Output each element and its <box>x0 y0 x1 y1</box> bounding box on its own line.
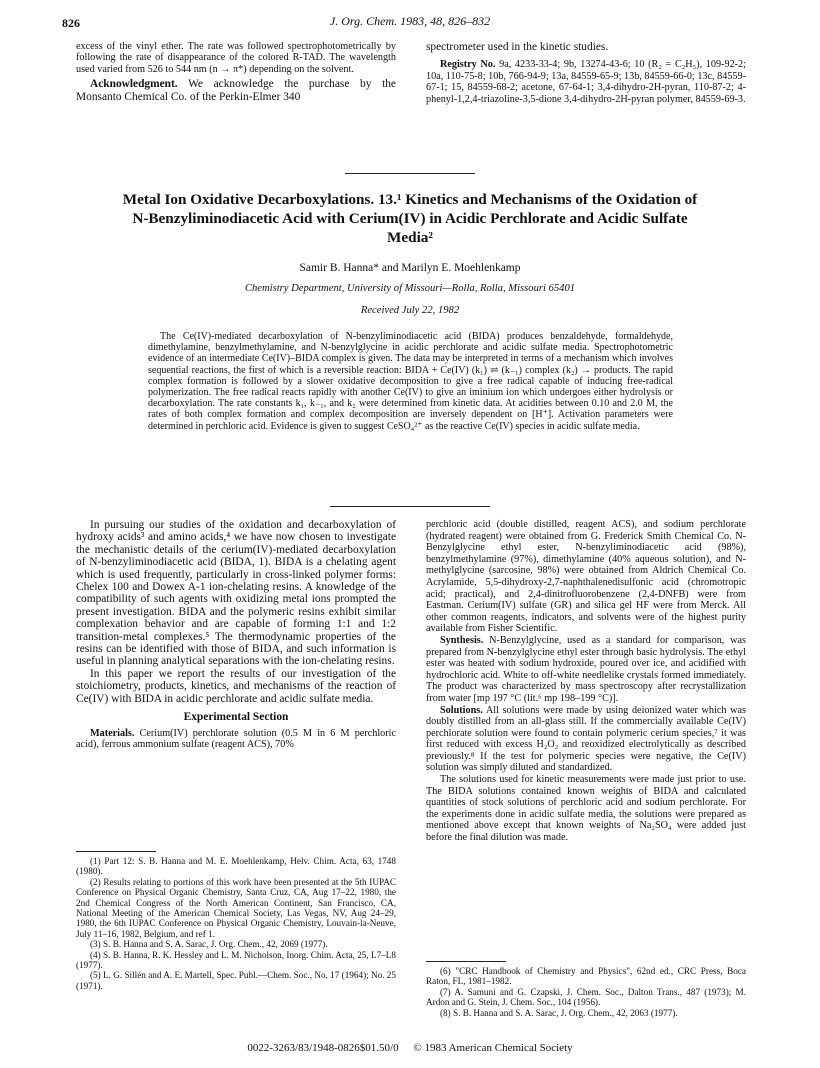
registry-label: Registry No. <box>440 59 496 71</box>
abstract: The Ce(IV)-mediated decarboxylation of N-benzyliminodiacetic acid (BIDA) produces benzaldehyde, formaldehyde, dimethylamine, benzylmethylamine, and N-benzylglycine in acidic perchlorate and acidic sulfate media. Spectrophotometric evidence of an intermediate Ce(IV)–BIDA complex is given. The data may be interpreted in terms of a mechanism which involves sequential reactions, the first of which is a reversible reaction: BIDA + Ce(IV) (k₁) ⇌ (k₋₁) complex (k₂) → products. The rapid complex formation is followed by a slower oxidative decomposition to give a free radical capable of inducing free-radical polymerization. The free radical reacts rapidly with another Ce(IV) to give an iminium ion which undergoes either hydrolysis or decarboxylation. The rate constants k₁, k₋₁, and k₂ were determined from kinetic data. At acidities between 0.10 and 2.0 M, the rates of both complex formation and complex decomposition are inversely dependent on [H⁺]. Activation parameters were determined in perchloric acid. Evidence is given to suggest CeSO₄²⁺ as the reactive Ce(IV) species in acidic sulfate media. <box>148 331 673 432</box>
copyright: © 1983 American Chemical Society <box>413 1042 573 1054</box>
received-date: Received July 22, 1982 <box>360 305 460 316</box>
article-code: 0022-3263/83/1948-0826$01.50/0 <box>247 1042 399 1054</box>
materials-text: Cerium(IV) perchlorate solution (0.5 M in 6 M perchloric acid), ferrous ammonium sulfate (reagent ACS), 70% <box>76 727 396 750</box>
footnote-3: (3) S. B. Hanna and S. A. Sarac, J. Org. Chem., 42, 2069 (1977). <box>90 939 328 950</box>
ack-label: Acknowledgment. <box>90 78 178 91</box>
footnote-5: (5) L. G. Sillén and A. E. Martell, Spec. Publ.—Chem. Soc., No. 17 (1964); No. 25 (1971). <box>76 970 396 991</box>
article-separator-rule <box>345 173 475 174</box>
acknowledgment <box>76 78 396 103</box>
page-footer <box>0 1042 820 1054</box>
footnotes-right <box>426 966 746 1018</box>
prev-article-continuation: spectrometer used in the kinetic studies. <box>426 41 609 53</box>
article-title: Metal Ion Oxidative Decarboxylations. 13.¹ Kinetics and Mechanisms of the Oxidation of N-Benzyliminodiacetic Acid with Cerium(IV) in Acidic Perchlorate and Acidic Sulfate Media² <box>122 191 698 246</box>
footnote-2: (2) Results relating to portions of this work have been presented at the 5th IUPAC Conference on Physical Organic Chemistry, Santa Cruz, CA, Aug 17–22, 1980, the 2nd Chemical Congress of the North American Continent, San Francisco, CA, National Meeting of the American Chemical Society, Las Vegas, NV, Aug 24–29, 1980, the 6th IUPAC Conference on Physical Organic Chemistry, Louvain-la-Neuve, July 11–16, 1982, Belgium, and ref 1. <box>76 876 396 939</box>
footnotes-left <box>76 856 396 991</box>
footnote-rule-right <box>426 961 506 962</box>
synthesis-label: Synthesis. <box>440 634 484 646</box>
footnote-rule-left <box>76 851 156 852</box>
intro-paragraph-1: In pursuing our studies of the oxidation and decarboxylation of hydroxy acids³ and amino acids,⁴ we have now chosen to investigate the mechanistic details of the cerium(IV)-mediated decarboxylation of N-benzyliminodiacetic acid (BIDA, 1). BIDA is a chelating agent which is used frequently, particularly in cross-linked polymer forms: Chelex 100 and Dowex A-1 ion-chelating resins. A knowledge of the compatibility of such agents with oxidizing metal ions prompted the present investigation. BIDA and the polymeric resins exhibit similar complexation behavior and are capable of forming 1:1 and 1:2 transition-metal complexes.⁵ The thermodynamic properties of the resins can be identified with those of BIDA, and such information is useful in planning analytical separations with the ion-chelating resins. <box>76 519 396 668</box>
prev-article-right <box>426 41 746 105</box>
prev-article-left <box>76 41 396 103</box>
synthesis-text: N-Benzylglycine, used as a standard for comparison, was prepared from N-benzylglycine ethyl ester through basic hydrolysis. The ethyl ester was heated with sodium hydroxide, poured over ice, and acidified with hydrochloric acid. White to off-white needlelike crystals formed immediately. The product was characterized by mass spectroscopy after recrystallization from water [mp 197 °C (lit.⁶ mp 198–199 °C)]. <box>426 634 746 704</box>
abstract-rule <box>330 506 490 507</box>
footnote-7: (7) A. Samuni and G. Czapski, J. Chem. Soc., Dalton Trans., 487 (1973); M. Ardon and G. Stein, J. Chem. Soc., 104 (1956). <box>426 986 746 1008</box>
footnote-6: (6) "CRC Handbook of Chemistry and Physics", 62nd ed., CRC Press, Boca Raton, FL, 1981–1982. <box>426 966 746 987</box>
materials-paragraph <box>76 728 396 750</box>
registry-numbers <box>426 59 746 105</box>
synthesis-paragraph <box>426 635 746 705</box>
main-right-column <box>426 519 746 844</box>
page-number: 826 <box>62 16 80 30</box>
running-header: J. Org. Chem. 1983, 48, 826–832 <box>329 14 491 28</box>
footnote-4: (4) S. B. Hanna, R. K. Hessley and L. M. Nicholson, Inorg. Chim. Acta, 25, L7–L8 (1977). <box>76 949 396 971</box>
prev-article-text: excess of the vinyl ether. The rate was followed spectrophotometrically by following the rate of disappearance of the colored R-TAD. The wavelength used varied from 526 to 544 nm (n → π*) depending on the solvent. <box>76 41 396 75</box>
authors: Samir B. Hanna* and Marilyn E. Moehlenkamp <box>299 262 521 274</box>
solutions-label: Solutions. <box>440 704 483 716</box>
footnote-1: (1) Part 12: S. B. Hanna and M. E. Moehlenkamp, Helv. Chim. Acta, 63, 1748 (1980). <box>76 856 396 877</box>
ack-text: We acknowledge the purchase by the Monsanto Chemical Co. of the Perkin-Elmer 340 <box>76 78 396 103</box>
registry-text: 9a, 4233-33-4; 9b, 13274-43-6; 10 (R₂ = C₂H₅), 109-92-2; 10a, 110-75-8; 10b, 766-94-9; 13a, 84559-65-9; 13b, 84559-66-0; 13c, 84559-67-1; 15, 84559-68-2; acetone, 67-64-1; 3,4-dihydro-2H-pyran, 110-87-2; 4-phenyl-1,2,4-triazoline-3,5-dione 3,4-dihydro-2H-pyran polymer, 84559-69-3. <box>426 59 746 105</box>
affiliation: Chemistry Department, University of Missouri—Rolla, Rolla, Missouri 65401 <box>244 283 576 294</box>
materials-label: Materials. <box>90 727 135 739</box>
footnote-8: (8) S. B. Hanna and S. A. Sarac, J. Org. Chem., 42, 2063 (1977). <box>440 1007 678 1018</box>
kinetic-solutions-paragraph: The solutions used for kinetic measurements were made just prior to use. The BIDA solutions contained known weights of BIDA and calculated quantities of stock solutions of perchloric acid and sodium perchlorate. For the experiments done in acidic sulfate media, the solutions were prepared as mentioned above except that known weights of Na₂SO₄ were added just before the final dilution was made. <box>426 774 746 844</box>
intro-paragraph-2: In this paper we report the results of our investigation of the stoichiometry, products, kinetics, and mechanisms of the reaction of Ce(IV) with BIDA in acidic perchlorate and acidic sulfate media. <box>76 667 396 705</box>
materials-continuation: perchloric acid (double distilled, reagent ACS), and sodium perchlorate (hydrated reagent) were obtained from G. Frederick Smith Chemical Co. N-Benzylglycine ethyl ester, N-benzyliminodiacetic acid (98%), benzylmethylamine (97%), dimethylamine (40% aqueous solution), and N-methylglycine (sarcosine, 98%) were obtained from Aldrich Chemical Co. Acrylamide, 5,5-dihydroxy-2,7-naphthalenedisulfonic acid (chromotropic acid; practical), and 2,4-dinitrofluorobenzene (2,4-DNFB) were from Eastman. Cerium(IV) sulfate (GR) and silica gel HF were from Merck. All other common reagents, indicators, and solvents were of the highest purity available from Fisher Scientific. <box>426 519 746 635</box>
main-left-column <box>76 519 396 750</box>
solutions-text: All solutions were made by using deionized water which was doubly distilled from an all-glass still. If the commercially available Ce(IV) perchlorate solution were found to contain polymeric cerium species,⁷ it was first reduced with excess H₂O₂ and reoxidized electrolytically as described previously.⁸ If the test for polymeric species were negative, the Ce(IV) solution was simply diluted and standardized. <box>426 704 746 774</box>
solutions-paragraph <box>426 705 746 775</box>
experimental-heading: Experimental Section <box>183 711 289 724</box>
